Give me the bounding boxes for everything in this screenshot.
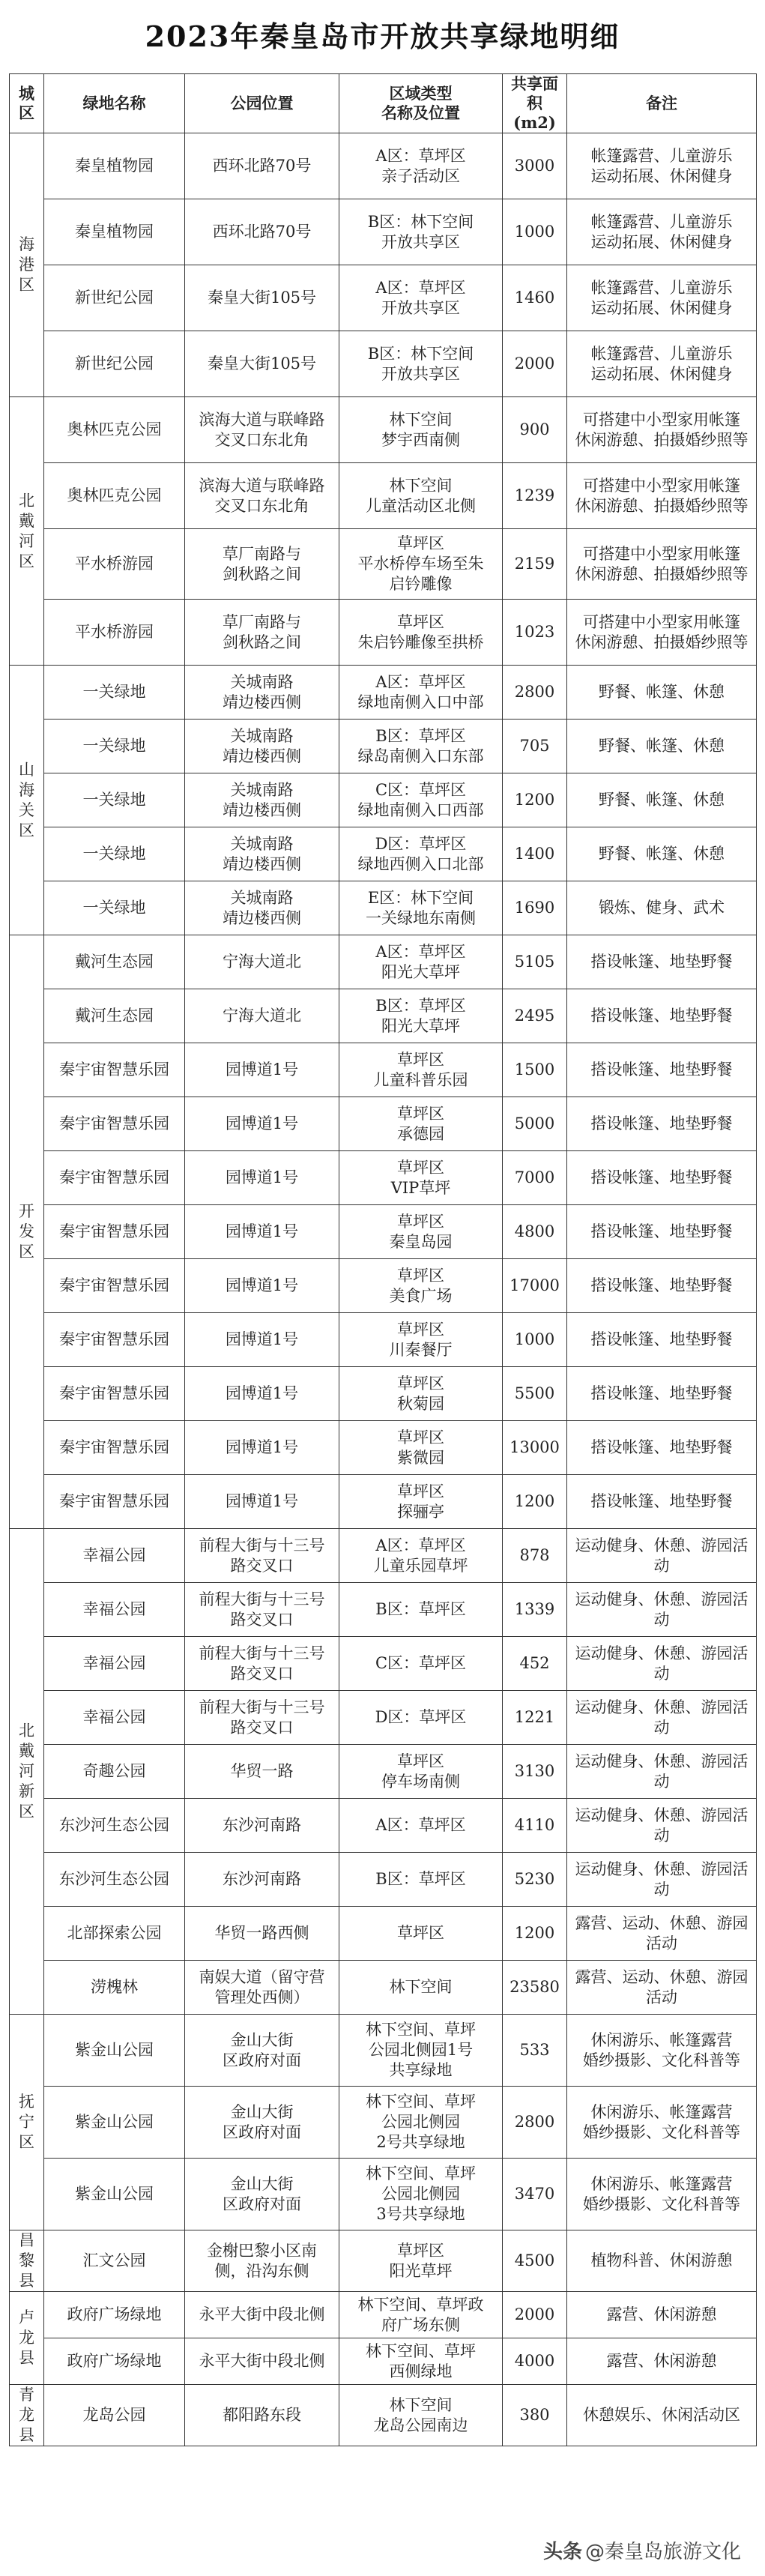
remarks-cell: 帐篷露营、儿童游乐 运动拓展、休闲健身 bbox=[567, 199, 757, 265]
park-location-cell: 园博道1号 bbox=[185, 1259, 339, 1313]
table-row bbox=[10, 1367, 757, 1421]
greenspace-name-cell: 政府广场绿地 bbox=[44, 2292, 185, 2338]
area-type-cell: 林下空间、草坪 公园北侧园 2号共享绿地 bbox=[339, 2087, 503, 2159]
greenspace-name-cell: 幸福公园 bbox=[44, 1529, 185, 1583]
table-row bbox=[10, 265, 757, 331]
greenspace-name-cell: 幸福公园 bbox=[44, 1637, 185, 1691]
greenspace-name-cell: 新世纪公园 bbox=[44, 331, 185, 397]
area-type-cell: 草坪区 平水桥停车场至朱 启钤雕像 bbox=[339, 529, 503, 600]
park-location-cell: 滨海大道与联峰路 交叉口东北角 bbox=[185, 463, 339, 529]
remarks-cell: 露营、休闲游憩 bbox=[567, 2338, 757, 2385]
table-row bbox=[10, 720, 757, 773]
table-row bbox=[10, 199, 757, 265]
district-cell: 北 戴 河 区 bbox=[10, 397, 44, 666]
greenspace-name-cell: 龙岛公园 bbox=[44, 2385, 185, 2446]
area-type-cell: 草坪区 川秦餐厅 bbox=[339, 1313, 503, 1367]
remarks-cell: 野餐、帐篷、休憩 bbox=[567, 720, 757, 773]
park-location-cell: 华贸一路 bbox=[185, 1745, 339, 1799]
greenspace-name-cell: 平水桥游园 bbox=[44, 529, 185, 600]
greenspace-name-cell: 幸福公园 bbox=[44, 1691, 185, 1745]
remarks-cell: 露营、运动、休憩、游园活动 bbox=[567, 1961, 757, 2015]
greenspace-name-cell: 涝槐林 bbox=[44, 1961, 185, 2015]
greenspace-name-cell: 一关绿地 bbox=[44, 773, 185, 827]
area-type-cell: 林下空间 龙岛公园南边 bbox=[339, 2385, 503, 2446]
table-row bbox=[10, 1691, 757, 1745]
park-location-cell: 园博道1号 bbox=[185, 1151, 339, 1205]
greenspace-name-cell: 秦宇宙智慧乐园 bbox=[44, 1313, 185, 1367]
area-type-cell: 草坪区 bbox=[339, 1907, 503, 1961]
park-location-cell: 前程大街与十三号 路交叉口 bbox=[185, 1691, 339, 1745]
table-row bbox=[10, 1745, 757, 1799]
area-type-cell: B区：草坪区 bbox=[339, 1853, 503, 1907]
shared-area-cell: 900 bbox=[503, 397, 567, 463]
remarks-cell: 植物科普、休闲游憩 bbox=[567, 2230, 757, 2292]
remarks-cell: 搭设帐篷、地垫野餐 bbox=[567, 1259, 757, 1313]
table-row bbox=[10, 1097, 757, 1151]
table-row bbox=[10, 989, 757, 1043]
table-row bbox=[10, 2015, 757, 2087]
park-location-cell: 西环北路70号 bbox=[185, 199, 339, 265]
shared-area-cell: 2000 bbox=[503, 331, 567, 397]
remarks-cell: 可搭建中小型家用帐篷 休闲游憩、拍摄婚纱照等 bbox=[567, 600, 757, 666]
area-type-cell: A区：草坪区 儿童乐园草坪 bbox=[339, 1529, 503, 1583]
remarks-cell: 搭设帐篷、地垫野餐 bbox=[567, 1151, 757, 1205]
remarks-cell: 运动健身、休憩、游园活动 bbox=[567, 1529, 757, 1583]
area-type-cell: 草坪区 停车场南侧 bbox=[339, 1745, 503, 1799]
table-row bbox=[10, 1259, 757, 1313]
greenspace-name-cell: 秦皇植物园 bbox=[44, 199, 185, 265]
shared-area-cell: 5500 bbox=[503, 1367, 567, 1421]
remarks-cell: 露营、休闲游憩 bbox=[567, 2292, 757, 2338]
area-type-cell: A区：草坪区 bbox=[339, 1799, 503, 1853]
greenspace-name-cell: 平水桥游园 bbox=[44, 600, 185, 666]
shared-area-cell: 2159 bbox=[503, 529, 567, 600]
table-row bbox=[10, 666, 757, 720]
remarks-cell: 帐篷露营、儿童游乐 运动拓展、休闲健身 bbox=[567, 265, 757, 331]
park-location-cell: 都阳路东段 bbox=[185, 2385, 339, 2446]
area-type-cell: D区：草坪区 bbox=[339, 1691, 503, 1745]
district-cell: 开 发 区 bbox=[10, 935, 44, 1529]
shared-area-cell: 1000 bbox=[503, 199, 567, 265]
greenspace-name-cell: 秦宇宙智慧乐园 bbox=[44, 1097, 185, 1151]
area-type-cell: 林下空间、草坪 西侧绿地 bbox=[339, 2338, 503, 2385]
table-row bbox=[10, 397, 757, 463]
area-type-cell: B区：草坪区 阳光大草坪 bbox=[339, 989, 503, 1043]
area-type-cell: D区：草坪区 绿地西侧入口北部 bbox=[339, 827, 503, 881]
area-type-cell: 草坪区 承德园 bbox=[339, 1097, 503, 1151]
greenspace-name-cell: 一关绿地 bbox=[44, 881, 185, 935]
remarks-cell: 锻炼、健身、武术 bbox=[567, 881, 757, 935]
greenspace-name-cell: 北部探索公园 bbox=[44, 1907, 185, 1961]
area-type-cell: C区：草坪区 bbox=[339, 1637, 503, 1691]
table-row bbox=[10, 1583, 757, 1637]
table-row bbox=[10, 331, 757, 397]
remarks-cell: 帐篷露营、儿童游乐 运动拓展、休闲健身 bbox=[567, 331, 757, 397]
shared-area-cell: 878 bbox=[503, 1529, 567, 1583]
park-location-cell: 东沙河南路 bbox=[185, 1799, 339, 1853]
area-type-cell: 林下空间 bbox=[339, 1961, 503, 2015]
remarks-cell: 可搭建中小型家用帐篷 休闲游憩、拍摄婚纱照等 bbox=[567, 397, 757, 463]
shared-area-cell: 5000 bbox=[503, 1097, 567, 1151]
shared-area-cell: 2800 bbox=[503, 666, 567, 720]
district-cell: 卢 龙 县 bbox=[10, 2292, 44, 2385]
park-location-cell: 南娱大道（留守营 管理处西侧） bbox=[185, 1961, 339, 2015]
header-remarks: 备注 bbox=[567, 74, 757, 133]
greenspace-name-cell: 秦宇宙智慧乐园 bbox=[44, 1205, 185, 1259]
shared-area-cell: 4110 bbox=[503, 1799, 567, 1853]
table-row bbox=[10, 1637, 757, 1691]
greenspace-name-cell: 戴河生态园 bbox=[44, 989, 185, 1043]
header-park-location: 公园位置 bbox=[185, 74, 339, 133]
table-row bbox=[10, 2292, 757, 2338]
remarks-cell: 搭设帐篷、地垫野餐 bbox=[567, 1205, 757, 1259]
shared-area-cell: 1400 bbox=[503, 827, 567, 881]
park-location-cell: 园博道1号 bbox=[185, 1367, 339, 1421]
shared-area-cell: 4500 bbox=[503, 2230, 567, 2292]
table-row bbox=[10, 2385, 757, 2446]
shared-area-cell: 3130 bbox=[503, 1745, 567, 1799]
remarks-cell: 搭设帐篷、地垫野餐 bbox=[567, 1043, 757, 1097]
park-location-cell: 永平大街中段北侧 bbox=[185, 2292, 339, 2338]
greenspace-table bbox=[9, 73, 757, 2446]
area-type-cell: 草坪区 紫微园 bbox=[339, 1421, 503, 1475]
park-location-cell: 前程大街与十三号 路交叉口 bbox=[185, 1583, 339, 1637]
park-location-cell: 永平大街中段北侧 bbox=[185, 2338, 339, 2385]
park-location-cell: 园博道1号 bbox=[185, 1475, 339, 1529]
shared-area-cell: 1200 bbox=[503, 773, 567, 827]
table-row bbox=[10, 1205, 757, 1259]
area-type-cell: E区：林下空间 一关绿地东南侧 bbox=[339, 881, 503, 935]
area-type-cell: 林下空间、草坪政 府广场东侧 bbox=[339, 2292, 503, 2338]
table-row bbox=[10, 2159, 757, 2230]
shared-area-cell: 17000 bbox=[503, 1259, 567, 1313]
area-type-cell: A区：草坪区 开放共享区 bbox=[339, 265, 503, 331]
greenspace-name-cell: 秦宇宙智慧乐园 bbox=[44, 1043, 185, 1097]
shared-area-cell: 1460 bbox=[503, 265, 567, 331]
shared-area-cell: 1000 bbox=[503, 1313, 567, 1367]
shared-area-cell: 13000 bbox=[503, 1421, 567, 1475]
header-shared-area: 共享面 积(m2) bbox=[503, 74, 567, 133]
table-row bbox=[10, 2087, 757, 2159]
table-row bbox=[10, 2338, 757, 2385]
park-location-cell: 园博道1号 bbox=[185, 1097, 339, 1151]
park-location-cell: 园博道1号 bbox=[185, 1421, 339, 1475]
remarks-cell: 搭设帐篷、地垫野餐 bbox=[567, 1421, 757, 1475]
shared-area-cell: 3000 bbox=[503, 133, 567, 199]
table-row bbox=[10, 1799, 757, 1853]
shared-area-cell: 1500 bbox=[503, 1043, 567, 1097]
area-type-cell: B区：草坪区 绿岛南侧入口东部 bbox=[339, 720, 503, 773]
greenspace-name-cell: 秦宇宙智慧乐园 bbox=[44, 1151, 185, 1205]
remarks-cell: 可搭建中小型家用帐篷 休闲游憩、拍摄婚纱照等 bbox=[567, 529, 757, 600]
park-location-cell: 草厂南路与 剑秋路之间 bbox=[185, 600, 339, 666]
shared-area-cell: 5230 bbox=[503, 1853, 567, 1907]
remarks-cell: 休闲游乐、帐篷露营 婚纱摄影、文化科普等 bbox=[567, 2015, 757, 2087]
remarks-cell: 休闲游乐、帐篷露营 婚纱摄影、文化科普等 bbox=[567, 2087, 757, 2159]
table-row bbox=[10, 1043, 757, 1097]
park-location-cell: 园博道1号 bbox=[185, 1313, 339, 1367]
remarks-cell: 休闲游乐、帐篷露营 婚纱摄影、文化科普等 bbox=[567, 2159, 757, 2230]
remarks-cell: 帐篷露营、儿童游乐 运动拓展、休闲健身 bbox=[567, 133, 757, 199]
table-row bbox=[10, 827, 757, 881]
park-location-cell: 前程大街与十三号 路交叉口 bbox=[185, 1529, 339, 1583]
remarks-cell: 运动健身、休憩、游园活动 bbox=[567, 1691, 757, 1745]
shared-area-cell: 23580 bbox=[503, 1961, 567, 2015]
remarks-cell: 运动健身、休憩、游园活动 bbox=[567, 1583, 757, 1637]
remarks-cell: 野餐、帐篷、休憩 bbox=[567, 773, 757, 827]
park-location-cell: 秦皇大街105号 bbox=[185, 331, 339, 397]
greenspace-name-cell: 汇文公园 bbox=[44, 2230, 185, 2292]
park-location-cell: 关城南路 靖边楼西侧 bbox=[185, 881, 339, 935]
area-type-cell: B区：草坪区 bbox=[339, 1583, 503, 1637]
area-type-cell: 草坪区 VIP草坪 bbox=[339, 1151, 503, 1205]
park-location-cell: 关城南路 靖边楼西侧 bbox=[185, 666, 339, 720]
area-type-cell: 草坪区 朱启钤雕像至拱桥 bbox=[339, 600, 503, 666]
header-area-type: 区域类型 名称及位置 bbox=[339, 74, 503, 133]
greenspace-name-cell: 幸福公园 bbox=[44, 1583, 185, 1637]
table-row bbox=[10, 133, 757, 199]
table-row bbox=[10, 529, 757, 600]
shared-area-cell: 1200 bbox=[503, 1907, 567, 1961]
shared-area-cell: 452 bbox=[503, 1637, 567, 1691]
table-row bbox=[10, 773, 757, 827]
greenspace-name-cell: 秦宇宙智慧乐园 bbox=[44, 1259, 185, 1313]
park-location-cell: 关城南路 靖边楼西侧 bbox=[185, 827, 339, 881]
remarks-cell: 运动健身、休憩、游园活动 bbox=[567, 1853, 757, 1907]
park-location-cell: 金山大街 区政府对面 bbox=[185, 2015, 339, 2087]
park-location-cell: 金山大街 区政府对面 bbox=[185, 2087, 339, 2159]
shared-area-cell: 4000 bbox=[503, 2338, 567, 2385]
area-type-cell: 林下空间、草坪 公园北侧园1号 共享绿地 bbox=[339, 2015, 503, 2087]
remarks-cell: 休憩娱乐、休闲活动区 bbox=[567, 2385, 757, 2446]
watermark-text: @秦皇岛旅游文化 bbox=[584, 2541, 741, 2563]
table-row bbox=[10, 1151, 757, 1205]
table-body bbox=[10, 133, 757, 2446]
header-district: 城区 bbox=[10, 74, 44, 133]
area-type-cell: 草坪区 美食广场 bbox=[339, 1259, 503, 1313]
shared-area-cell: 380 bbox=[503, 2385, 567, 2446]
greenspace-name-cell: 一关绿地 bbox=[44, 720, 185, 773]
table-header-row bbox=[10, 74, 757, 133]
area-type-cell: B区：林下空间 开放共享区 bbox=[339, 331, 503, 397]
table-row bbox=[10, 1313, 757, 1367]
park-location-cell: 滨海大道与联峰路 交叉口东北角 bbox=[185, 397, 339, 463]
table-row bbox=[10, 1907, 757, 1961]
remarks-cell: 搭设帐篷、地垫野餐 bbox=[567, 935, 757, 989]
remarks-cell: 搭设帐篷、地垫野餐 bbox=[567, 1313, 757, 1367]
greenspace-name-cell: 秦宇宙智慧乐园 bbox=[44, 1367, 185, 1421]
remarks-cell: 野餐、帐篷、休憩 bbox=[567, 666, 757, 720]
shared-area-cell: 533 bbox=[503, 2015, 567, 2087]
remarks-cell: 搭设帐篷、地垫野餐 bbox=[567, 989, 757, 1043]
table-row bbox=[10, 1475, 757, 1529]
area-type-cell: 草坪区 秦皇岛园 bbox=[339, 1205, 503, 1259]
area-type-cell: A区：草坪区 阳光大草坪 bbox=[339, 935, 503, 989]
table-row bbox=[10, 1853, 757, 1907]
park-location-cell: 宁海大道北 bbox=[185, 989, 339, 1043]
shared-area-cell: 705 bbox=[503, 720, 567, 773]
remarks-cell: 运动健身、休憩、游园活动 bbox=[567, 1745, 757, 1799]
park-location-cell: 关城南路 靖边楼西侧 bbox=[185, 720, 339, 773]
park-location-cell: 华贸一路西侧 bbox=[185, 1907, 339, 1961]
district-cell: 昌 黎 县 bbox=[10, 2230, 44, 2292]
remarks-cell: 运动健身、休憩、游园活动 bbox=[567, 1637, 757, 1691]
table-row bbox=[10, 600, 757, 666]
table-row bbox=[10, 1961, 757, 2015]
park-location-cell: 关城南路 靖边楼西侧 bbox=[185, 773, 339, 827]
greenspace-name-cell: 东沙河生态公园 bbox=[44, 1799, 185, 1853]
greenspace-name-cell: 戴河生态园 bbox=[44, 935, 185, 989]
remarks-cell: 露营、运动、休憩、游园活动 bbox=[567, 1907, 757, 1961]
park-location-cell: 西环北路70号 bbox=[185, 133, 339, 199]
header-greenspace-name: 绿地名称 bbox=[44, 74, 185, 133]
shared-area-cell: 3470 bbox=[503, 2159, 567, 2230]
greenspace-name-cell: 秦宇宙智慧乐园 bbox=[44, 1421, 185, 1475]
table-row bbox=[10, 463, 757, 529]
park-location-cell: 东沙河南路 bbox=[185, 1853, 339, 1907]
greenspace-name-cell: 一关绿地 bbox=[44, 827, 185, 881]
shared-area-cell: 1023 bbox=[503, 600, 567, 666]
remarks-cell: 运动健身、休憩、游园活动 bbox=[567, 1799, 757, 1853]
area-type-cell: 林下空间 梦宇西南侧 bbox=[339, 397, 503, 463]
table-row bbox=[10, 1529, 757, 1583]
greenspace-name-cell: 秦宇宙智慧乐园 bbox=[44, 1475, 185, 1529]
watermark bbox=[539, 2535, 746, 2566]
remarks-cell: 搭设帐篷、地垫野餐 bbox=[567, 1097, 757, 1151]
table-row bbox=[10, 881, 757, 935]
shared-area-cell: 2000 bbox=[503, 2292, 567, 2338]
district-cell: 北 戴 河 新 区 bbox=[10, 1529, 44, 2015]
park-location-cell: 秦皇大街105号 bbox=[185, 265, 339, 331]
page-title: 2023年秦皇岛市开放共享绿地明细 bbox=[145, 19, 620, 53]
area-type-cell: 草坪区 秋菊园 bbox=[339, 1367, 503, 1421]
greenspace-name-cell: 紫金山公园 bbox=[44, 2015, 185, 2087]
greenspace-name-cell: 秦皇植物园 bbox=[44, 133, 185, 199]
table-row bbox=[10, 935, 757, 989]
shared-area-cell: 1221 bbox=[503, 1691, 567, 1745]
remarks-cell: 可搭建中小型家用帐篷 休闲游憩、拍摄婚纱照等 bbox=[567, 463, 757, 529]
park-location-cell: 草厂南路与 剑秋路之间 bbox=[185, 529, 339, 600]
park-location-cell: 前程大街与十三号 路交叉口 bbox=[185, 1637, 339, 1691]
area-type-cell: A区：草坪区 亲子活动区 bbox=[339, 133, 503, 199]
shared-area-cell: 2800 bbox=[503, 2087, 567, 2159]
district-cell: 青 龙 县 bbox=[10, 2385, 44, 2446]
park-location-cell: 金榭巴黎小区南 侧，沿沟东侧 bbox=[185, 2230, 339, 2292]
table-row bbox=[10, 1421, 757, 1475]
district-cell: 山 海 关 区 bbox=[10, 666, 44, 935]
remarks-cell: 搭设帐篷、地垫野餐 bbox=[567, 1367, 757, 1421]
shared-area-cell: 2495 bbox=[503, 989, 567, 1043]
remarks-cell: 搭设帐篷、地垫野餐 bbox=[567, 1475, 757, 1529]
shared-area-cell: 5105 bbox=[503, 935, 567, 989]
greenspace-name-cell: 奥林匹克公园 bbox=[44, 463, 185, 529]
shared-area-cell: 1200 bbox=[503, 1475, 567, 1529]
greenspace-name-cell: 紫金山公园 bbox=[44, 2087, 185, 2159]
shared-area-cell: 1339 bbox=[503, 1583, 567, 1637]
area-type-cell: 草坪区 阳光草坪 bbox=[339, 2230, 503, 2292]
area-type-cell: 草坪区 儿童科普乐园 bbox=[339, 1043, 503, 1097]
shared-area-cell: 7000 bbox=[503, 1151, 567, 1205]
area-type-cell: 草坪区 探骊亭 bbox=[339, 1475, 503, 1529]
area-type-cell: B区：林下空间 开放共享区 bbox=[339, 199, 503, 265]
remarks-cell: 野餐、帐篷、休憩 bbox=[567, 827, 757, 881]
park-location-cell: 金山大街 区政府对面 bbox=[185, 2159, 339, 2230]
area-type-cell: C区：草坪区 绿地南侧入口西部 bbox=[339, 773, 503, 827]
greenspace-name-cell: 东沙河生态公园 bbox=[44, 1853, 185, 1907]
park-location-cell: 宁海大道北 bbox=[185, 935, 339, 989]
area-type-cell: A区：草坪区 绿地南侧入口中部 bbox=[339, 666, 503, 720]
table-row bbox=[10, 2230, 757, 2292]
greenspace-name-cell: 政府广场绿地 bbox=[44, 2338, 185, 2385]
area-type-cell: 林下空间 儿童活动区北侧 bbox=[339, 463, 503, 529]
watermark-logo: 头条 bbox=[542, 2541, 582, 2563]
greenspace-name-cell: 奇趣公园 bbox=[44, 1745, 185, 1799]
shared-area-cell: 1690 bbox=[503, 881, 567, 935]
park-location-cell: 园博道1号 bbox=[185, 1043, 339, 1097]
greenspace-name-cell: 紫金山公园 bbox=[44, 2159, 185, 2230]
shared-area-cell: 4800 bbox=[503, 1205, 567, 1259]
area-type-cell: 林下空间、草坪 公园北侧园 3号共享绿地 bbox=[339, 2159, 503, 2230]
district-cell: 抚 宁 区 bbox=[10, 2015, 44, 2230]
greenspace-name-cell: 奥林匹克公园 bbox=[44, 397, 185, 463]
greenspace-name-cell: 一关绿地 bbox=[44, 666, 185, 720]
park-location-cell: 园博道1号 bbox=[185, 1205, 339, 1259]
greenspace-name-cell: 新世纪公园 bbox=[44, 265, 185, 331]
shared-area-cell: 1239 bbox=[503, 463, 567, 529]
district-cell: 海 港 区 bbox=[10, 133, 44, 397]
